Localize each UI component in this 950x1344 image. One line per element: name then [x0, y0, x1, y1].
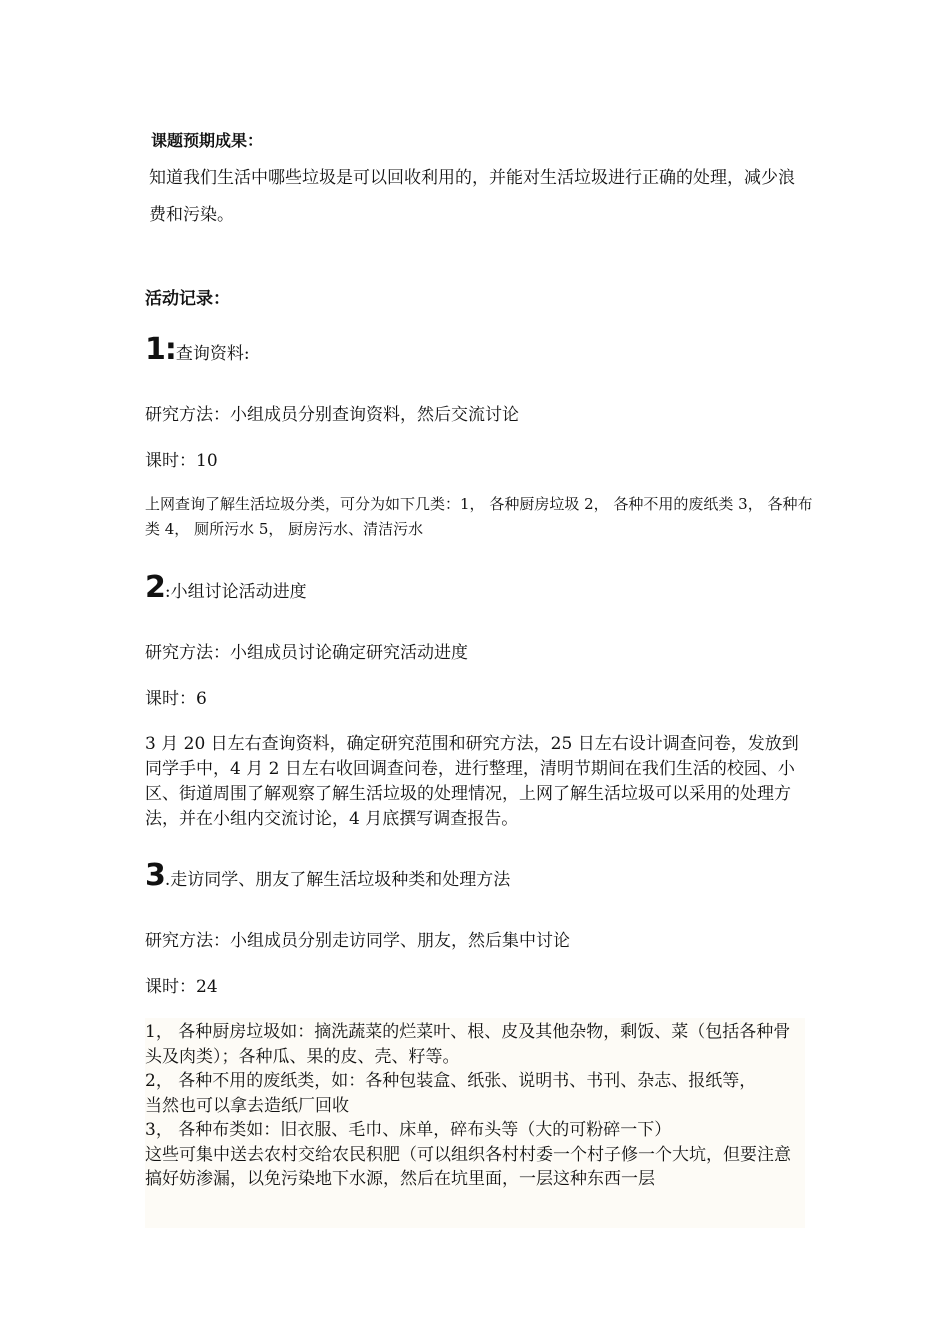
- section-1-hours: 课时：10: [145, 451, 218, 471]
- list-item: 3， 各种布类如：旧衣服、毛巾、床单，碎布头等（大的可粉碎一下）: [145, 1120, 672, 1140]
- section-3-content: [145, 1020, 800, 1192]
- section-1-content: 上网查询了解生活垃圾分类，可分为如下几类：1， 各种厨房垃圾 2， 各种不用的废纸类 3， 各种布类 4， 厕所污水 5， 厨房污水、清洁污水: [145, 495, 813, 538]
- section-number: 3: [145, 858, 165, 893]
- section-2-heading: [145, 570, 307, 605]
- list-item: 当然也可以拿去造纸厂回收: [145, 1095, 349, 1116]
- section-title: 查询资料:: [175, 344, 250, 364]
- section-1-method: 研究方法：小组成员分别查询资料，然后交流讨论: [145, 405, 519, 425]
- section-2-hours: 课时：6: [145, 689, 207, 709]
- section-title: :小组讨论活动进度: [164, 582, 307, 602]
- expected-results-body: 知道我们生活中哪些垃圾是可以回收利用的，并能对生活垃圾进行正确的处理，减少浪费和污染。: [149, 168, 795, 225]
- list-item: 2， 各种不用的废纸类，如：各种包装盒、纸张、说明书、书刊、杂志、报纸等，: [145, 1071, 757, 1091]
- activity-record-title: 活动记录：: [145, 289, 230, 309]
- list-item: 这些可集中送去农村交给农民积肥（可以组织各村村委一个村子修一个大坑，但要注意搞好妨渗漏，以免污染地下水源，然后在坑里面，一层这种东西一层: [145, 1144, 791, 1189]
- section-number: 2: [145, 570, 165, 605]
- section-3-method: 研究方法：小组成员分别走访同学、朋友，然后集中讨论: [145, 931, 570, 951]
- section-3-heading: [145, 858, 510, 893]
- section-title: .走访同学、朋友了解生活垃圾种类和处理方法: [164, 870, 511, 890]
- section-3-hours: 课时：24: [145, 977, 218, 997]
- expected-results-title: 课题预期成果：: [151, 131, 264, 150]
- section-number: 1:: [145, 332, 176, 367]
- section-2-method: 研究方法：小组成员讨论确定研究活动进度: [145, 643, 468, 663]
- section-1-heading: [145, 332, 250, 367]
- list-item: 1， 各种厨房垃圾如：摘洗蔬菜的烂菜叶、根、皮及其他杂物，剩饭、菜（包括各种骨头及肉类）；各种瓜、果的皮、壳、籽等。: [145, 1022, 791, 1067]
- section-2-content: 3 月 20 日左右查询资料，确定研究范围和研究方法，25 日左右设计调查问卷，发放到同学手中，4 月 2 日左右收回调查问卷，进行整理，清明节期间在我们生活的校园、小区、街道周围了解观察了解生活垃圾的处理情况，上网了解生活垃圾可以采用的处理方法，并在小组内交流讨论，4 月底撰写调查报告。: [145, 734, 799, 829]
